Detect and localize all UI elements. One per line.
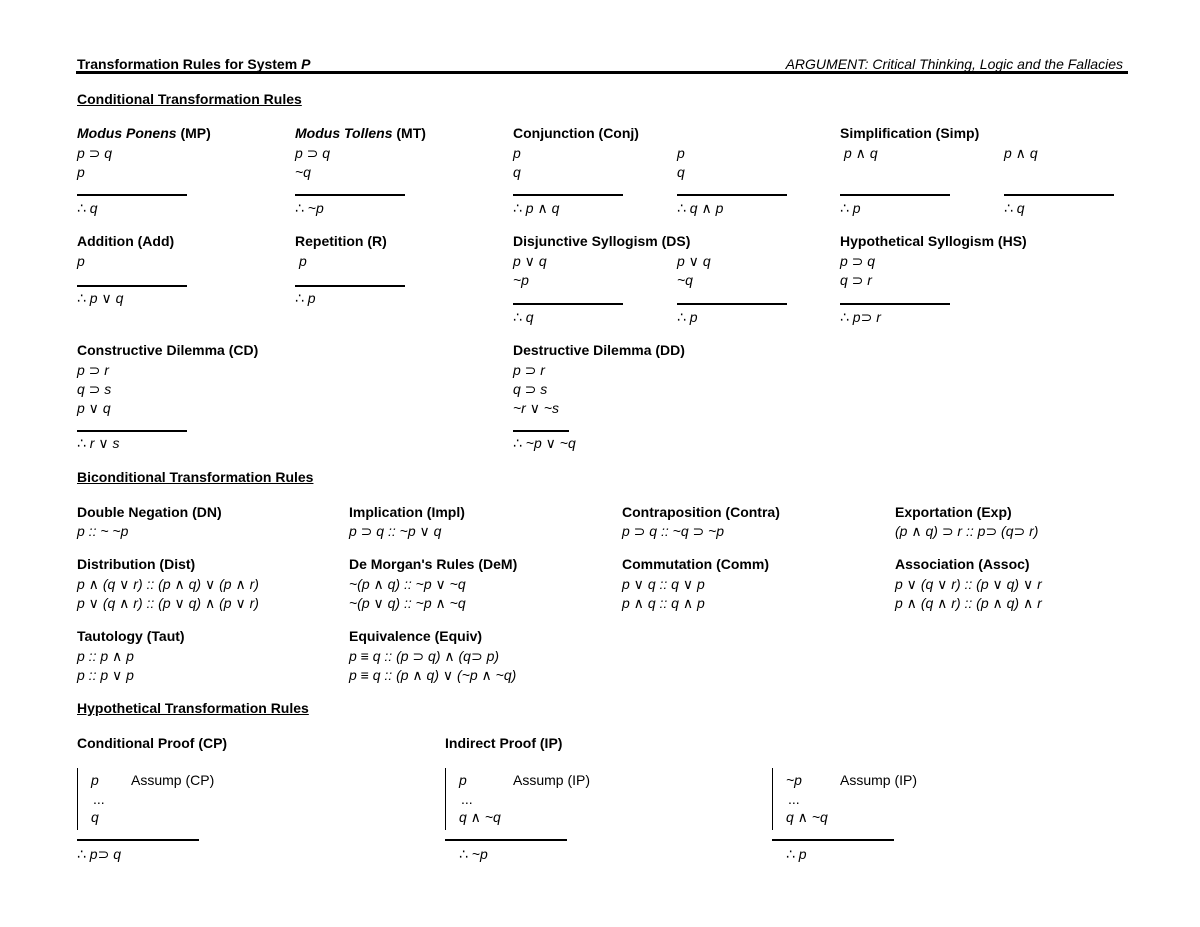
inference-line — [77, 430, 187, 432]
subproof-scope-line — [445, 768, 446, 830]
inference-line — [772, 839, 894, 841]
conclusion: ∴ q — [1004, 200, 1025, 216]
premise: p ⊃ r — [77, 362, 109, 378]
ellipsis: ... — [461, 791, 473, 807]
premise: ~r ∨ ~s — [513, 400, 560, 416]
premise: p ∨ q — [677, 253, 711, 269]
conclusion: ∴ p ∧ q — [513, 200, 560, 216]
assumption: p — [459, 772, 467, 788]
inference-line — [513, 430, 569, 432]
rule-title-hs: Hypothetical Syllogism (HS) — [840, 233, 1027, 249]
assumption: p — [91, 772, 99, 788]
equivalence-line: p ≡ q :: (p ∧ q) ∨ (~p ∧ ~q) — [349, 667, 517, 683]
subproof-scope-line — [772, 768, 773, 830]
premise: q ⊃ r — [840, 272, 872, 288]
premise: ~q — [295, 164, 311, 180]
inference-line — [1004, 194, 1114, 196]
equivalence-line: p :: p ∧ p — [77, 648, 134, 664]
equivalence-line: p ⊃ q :: ~p ∨ q — [349, 523, 442, 539]
equivalence-line: p :: p ∨ p — [77, 667, 134, 683]
rule-title-contra: Contraposition (Contra) — [622, 504, 780, 520]
conclusion: ∴ ~p — [459, 846, 488, 862]
inference-line — [77, 839, 199, 841]
page-title — [77, 56, 310, 72]
section-title-hypothetical: Hypothetical Transformation Rules — [77, 700, 309, 716]
conclusion: ∴ q — [77, 200, 98, 216]
ellipsis: ... — [788, 791, 800, 807]
rule-title-ip: Indirect Proof (IP) — [445, 735, 563, 751]
subproof-last-line: q ∧ ~q — [786, 809, 828, 825]
conclusion: ∴ ~p ∨ ~q — [513, 435, 576, 451]
premise: p ∧ q — [844, 145, 878, 161]
rule-title-simp: Simplification (Simp) — [840, 125, 980, 141]
page-title-text: Transformation Rules for System — [77, 56, 302, 72]
book-title: ARGUMENT: Critical Thinking, Logic and the Fallacies — [785, 56, 1123, 72]
equivalence-line: p ∨ q :: q ∨ p — [622, 576, 705, 592]
premise: q ⊃ s — [513, 381, 548, 397]
premise: p — [77, 253, 85, 269]
inference-line — [295, 285, 405, 287]
assumption-label: Assump (IP) — [840, 772, 918, 788]
premise: p — [677, 145, 685, 161]
rule-title-dn: Double Negation (DN) — [77, 504, 222, 520]
rule-title-mt — [295, 125, 426, 141]
rule-title-cd: Constructive Dilemma (CD) — [77, 342, 259, 358]
rule-title-ds: Disjunctive Syllogism (DS) — [513, 233, 691, 249]
rule-title-mp — [77, 125, 211, 141]
equivalence-line: ~(p ∨ q) :: ~p ∧ ~q — [349, 595, 466, 611]
conclusion: ∴ p — [840, 200, 861, 216]
rule-title-conj: Conjunction (Conj) — [513, 125, 639, 141]
inference-line — [840, 194, 950, 196]
conclusion: ∴ q — [513, 309, 534, 325]
premise: q — [677, 164, 685, 180]
equivalence-line: (p ∧ q) ⊃ r :: p⊃ (q⊃ r) — [895, 523, 1039, 539]
equivalence-line: p ∨ (q ∧ r) :: (p ∨ q) ∧ (p ∨ r) — [77, 595, 259, 611]
conclusion: ∴ p⊃ r — [840, 309, 881, 325]
inference-line — [77, 194, 187, 196]
inference-line — [513, 303, 623, 305]
rule-title-cp: Conditional Proof (CP) — [77, 735, 228, 751]
rule-title-impl: Implication (Impl) — [349, 504, 465, 520]
conclusion: ∴ p — [295, 290, 316, 306]
conclusion: ∴ p ∨ q — [77, 290, 124, 306]
premise: p — [513, 145, 521, 161]
premise: p ∧ q — [1004, 145, 1038, 161]
premise: p ∨ q — [513, 253, 547, 269]
equivalence-line: p ∨ (q ∨ r) :: (p ∨ q) ∨ r — [895, 576, 1042, 592]
section-title-biconditional: Biconditional Transformation Rules — [77, 469, 314, 485]
rule-title-equiv: Equivalence (Equiv) — [349, 628, 483, 644]
rule-title-dem: De Morgan's Rules (DeM) — [349, 556, 518, 572]
inference-line — [445, 839, 567, 841]
inference-line — [840, 303, 950, 305]
rule-title-mt-em: Modus Tollens — [295, 125, 393, 141]
equivalence-line: p ∧ (q ∧ r) :: (p ∧ q) ∧ r — [895, 595, 1042, 611]
rule-title-comm: Commutation (Comm) — [622, 556, 769, 572]
rule-title-taut: Tautology (Taut) — [77, 628, 185, 644]
subproof-last-line: q — [91, 809, 99, 825]
premise: p ⊃ q — [77, 145, 113, 161]
premise: ~q — [677, 272, 693, 288]
assumption-label: Assump (CP) — [131, 772, 215, 788]
rule-title-rep: Repetition (R) — [295, 233, 387, 249]
premise: p ⊃ q — [295, 145, 331, 161]
premise: p ⊃ r — [513, 362, 545, 378]
conclusion: ∴ p — [786, 846, 807, 862]
inference-line — [295, 194, 405, 196]
rule-title-mp-em: Modus Ponens — [77, 125, 177, 141]
inference-line — [677, 194, 787, 196]
premise: q ⊃ s — [77, 381, 112, 397]
inference-line — [513, 194, 623, 196]
equivalence-line: p ≡ q :: (p ⊃ q) ∧ (q⊃ p) — [349, 648, 500, 664]
premise: p — [299, 253, 307, 269]
inference-line — [77, 285, 187, 287]
conclusion: ∴ p — [677, 309, 698, 325]
rule-title-mp-rest: (MP) — [176, 125, 211, 141]
rule-title-exp: Exportation (Exp) — [895, 504, 1012, 520]
equivalence-line: p :: ~ ~p — [77, 523, 129, 539]
premise: p — [77, 164, 85, 180]
equivalence-line: p ∧ q :: q ∧ p — [622, 595, 705, 611]
premise: ~p — [513, 272, 529, 288]
conclusion: ∴ ~p — [295, 200, 324, 216]
rule-title-add: Addition (Add) — [77, 233, 175, 249]
conclusion: ∴ p⊃ q — [77, 846, 121, 862]
premise: p ⊃ q — [840, 253, 876, 269]
section-title-conditional: Conditional Transformation Rules — [77, 91, 302, 107]
header-rule — [76, 71, 1128, 74]
conclusion: ∴ r ∨ s — [77, 435, 120, 451]
equivalence-line: ~(p ∧ q) :: ~p ∨ ~q — [349, 576, 466, 592]
ellipsis: ... — [93, 791, 105, 807]
premise: p ∨ q — [77, 400, 111, 416]
rule-title-dist: Distribution (Dist) — [77, 556, 196, 572]
subproof-last-line: q ∧ ~q — [459, 809, 501, 825]
assumption-label: Assump (IP) — [513, 772, 591, 788]
rule-title-dd: Destructive Dilemma (DD) — [513, 342, 685, 358]
subproof-scope-line — [77, 768, 78, 830]
premise: q — [513, 164, 521, 180]
page-title-variable: P — [301, 56, 311, 72]
equivalence-line: p ∧ (q ∨ r) :: (p ∧ q) ∨ (p ∧ r) — [77, 576, 259, 592]
rule-title-assoc: Association (Assoc) — [895, 556, 1030, 572]
conclusion: ∴ q ∧ p — [677, 200, 724, 216]
rule-title-mt-rest: (MT) — [392, 125, 426, 141]
assumption: ~p — [786, 772, 802, 788]
equivalence-line: p ⊃ q :: ~q ⊃ ~p — [622, 523, 725, 539]
inference-line — [677, 303, 787, 305]
